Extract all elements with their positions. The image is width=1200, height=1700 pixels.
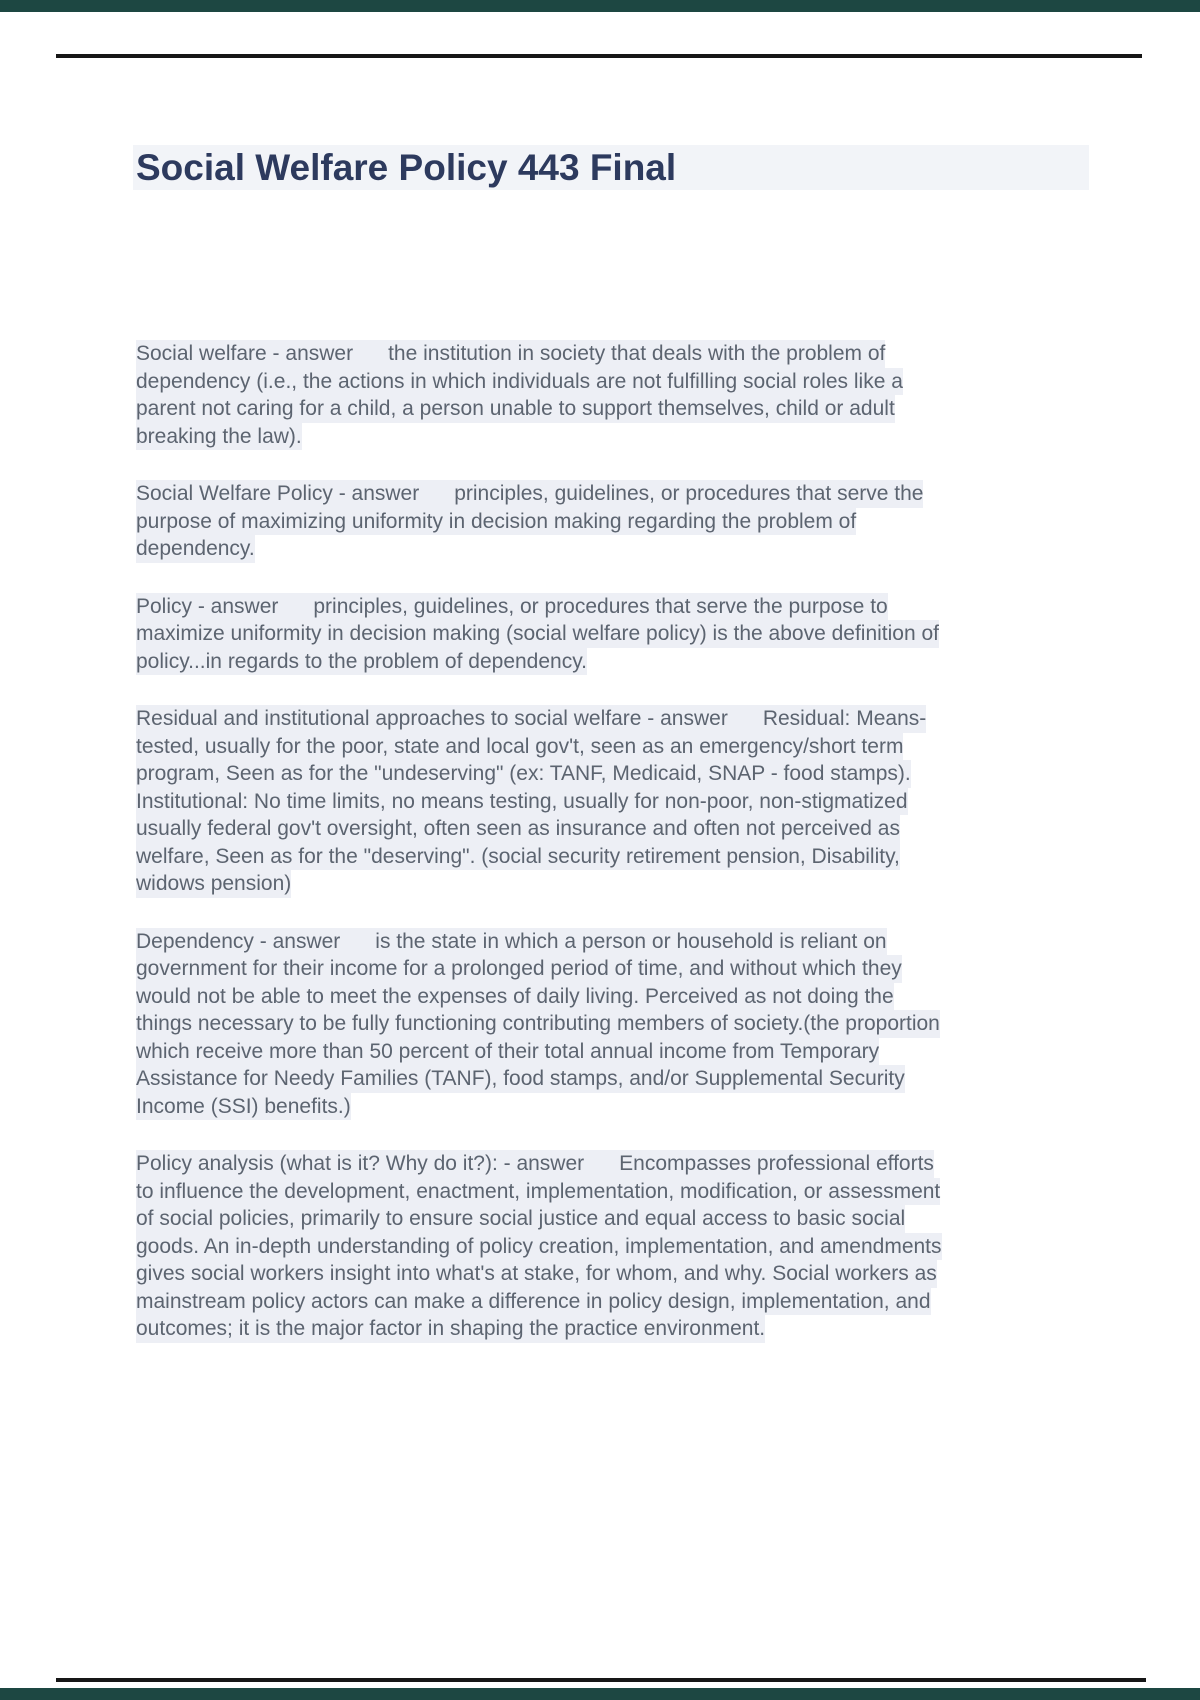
text-line: things necessary to be fully functioning contributing members of society.(the proportion [136, 1010, 940, 1038]
text-line: gives social workers insight into what's at stake, for whom, and why. Social workers as [136, 1260, 937, 1288]
qa-paragraph [136, 1150, 1036, 1343]
text-line: Dependency - answer is the state in which a person or household is reliant on [136, 928, 887, 956]
qa-paragraph [136, 928, 1036, 1121]
bottom-edge-bar [0, 1688, 1200, 1700]
text-line: dependency (i.e., the actions in which individuals are not fulfilling social roles like a [136, 368, 903, 396]
text-line: purpose of maximizing uniformity in decision making regarding the problem of [136, 508, 856, 536]
text-line: breaking the law). [136, 423, 302, 451]
text-line: to influence the development, enactment, implementation, modification, or assessment [136, 1178, 940, 1206]
qa-paragraph [136, 705, 1036, 898]
text-line: dependency. [136, 535, 255, 563]
text-line: of social policies, primarily to ensure social justice and equal access to basic social [136, 1205, 905, 1233]
qa-paragraph [136, 480, 1036, 563]
text-line: maximize uniformity in decision making (social welfare policy) is the above definition of [136, 620, 939, 648]
qa-paragraph [136, 340, 1036, 450]
page-title: Social Welfare Policy 443 Final [136, 147, 677, 188]
text-line: Institutional: No time limits, no means testing, usually for non-poor, non-stigmatized [136, 788, 908, 816]
bottom-horizontal-rule [56, 1678, 1146, 1682]
text-line: welfare, Seen as for the "deserving". (social security retirement pension, Disability, [136, 843, 900, 871]
text-line: Income (SSI) benefits.) [136, 1093, 351, 1121]
text-line: Assistance for Needy Families (TANF), food stamps, and/or Supplemental Security [136, 1065, 905, 1093]
text-line: which receive more than 50 percent of their total annual income from Temporary [136, 1038, 879, 1066]
text-line: Social welfare - answer the institution in society that deals with the problem of [136, 340, 885, 368]
text-line: Residual and institutional approaches to social welfare - answer Residual: Means- [136, 705, 926, 733]
text-line: Policy - answer principles, guidelines, or procedures that serve the purpose to [136, 593, 888, 621]
text-line: widows pension) [136, 870, 291, 898]
text-line: mainstream policy actors can make a difference in policy design, implementation, and [136, 1288, 931, 1316]
text-line: usually federal gov't oversight, often seen as insurance and often not perceived as [136, 815, 900, 843]
text-line: would not be able to meet the expenses of daily living. Perceived as not doing the [136, 983, 894, 1011]
text-line: parent not caring for a child, a person unable to support themselves, child or adult [136, 395, 895, 423]
top-edge-bar [0, 0, 1200, 12]
text-line: tested, usually for the poor, state and local gov't, seen as an emergency/short term [136, 733, 903, 761]
text-line: Social Welfare Policy - answer principles, guidelines, or procedures that serve the [136, 480, 923, 508]
text-line: government for their income for a prolonged period of time, and without which they [136, 955, 902, 983]
text-line: outcomes; it is the major factor in shaping the practice environment. [136, 1315, 765, 1343]
qa-paragraph [136, 593, 1036, 676]
top-horizontal-rule [56, 54, 1142, 58]
title-highlight-band [133, 145, 1089, 190]
text-line: goods. An in-depth understanding of policy creation, implementation, and amendments [136, 1233, 942, 1261]
text-line: policy...in regards to the problem of dependency. [136, 648, 587, 676]
document-body [136, 340, 1036, 1373]
text-line: program, Seen as for the "undeserving" (ex: TANF, Medicaid, SNAP - food stamps). [136, 760, 911, 788]
text-line: Policy analysis (what is it? Why do it?): - answer Encompasses professional efforts [136, 1150, 934, 1178]
